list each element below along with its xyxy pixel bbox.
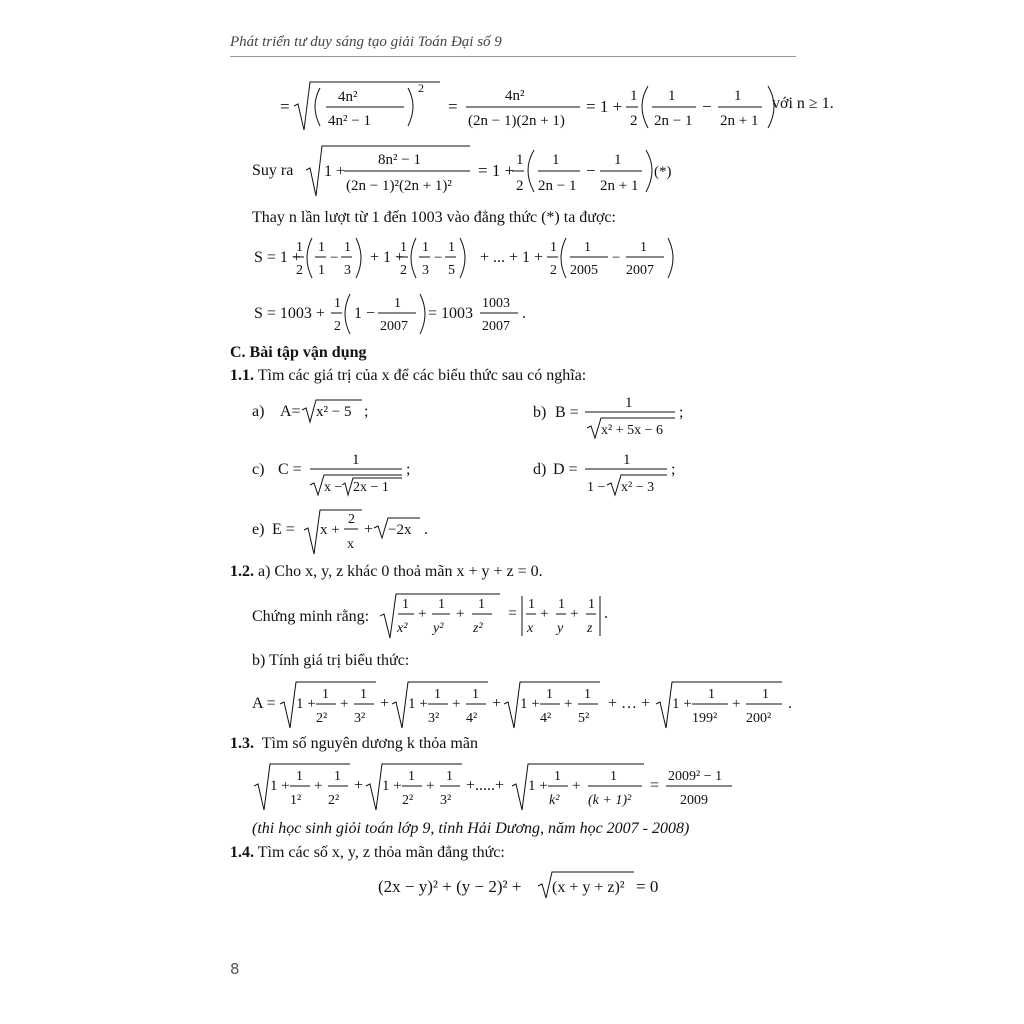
svg-text:.: .: [788, 695, 792, 712]
svg-text:1: 1: [334, 296, 341, 311]
svg-text:2: 2: [630, 113, 638, 129]
svg-text:E =: E =: [272, 521, 295, 538]
svg-text:+: +: [380, 695, 390, 712]
ex-1-3-source: (thi học sinh giỏi toán lớp 9, tỉnh Hải Dương, năm học 2007 - 2008): [252, 820, 690, 837]
ex-1-1-d: [533, 449, 693, 499]
ex-1-1-b: [533, 392, 693, 442]
svg-text:+ … +: + … +: [608, 695, 651, 712]
svg-text:3²: 3²: [428, 711, 440, 726]
svg-text:d): d): [533, 461, 547, 478]
svg-text:2: 2: [334, 319, 341, 334]
header-rule: [230, 56, 796, 57]
svg-text:B =: B =: [555, 404, 579, 421]
svg-text:2²: 2²: [316, 711, 328, 726]
svg-text:199²: 199²: [692, 711, 718, 726]
svg-text:2x − 1: 2x − 1: [353, 480, 389, 495]
svg-text:1: 1: [554, 769, 561, 784]
svg-text:1 +: 1 +: [528, 778, 548, 794]
page-number: 8: [230, 960, 240, 978]
svg-text:1: 1: [516, 152, 524, 168]
svg-text:1: 1: [434, 687, 441, 702]
svg-text:=: =: [280, 97, 290, 116]
svg-text:(k + 1)²: (k + 1)²: [588, 793, 632, 808]
svg-text:2: 2: [418, 81, 424, 95]
svg-text:1: 1: [322, 687, 329, 702]
svg-text:1: 1: [296, 769, 303, 784]
svg-text:2007: 2007: [626, 263, 654, 278]
svg-text:(2x − y)² + (y − 2)² +: (2x − y)² + (y − 2)² +: [378, 877, 522, 896]
svg-text:2: 2: [550, 263, 557, 278]
svg-text:a): a): [252, 403, 265, 420]
svg-text:1 −: 1 −: [354, 305, 376, 322]
svg-text:1: 1: [552, 152, 560, 168]
ex-1-2-identity: [380, 590, 620, 642]
svg-text:1 +: 1 +: [296, 696, 316, 712]
svg-text:1: 1: [640, 240, 647, 255]
svg-text:+: +: [572, 778, 581, 794]
svg-text:+: +: [354, 777, 364, 794]
svg-text:;: ;: [406, 461, 411, 478]
svg-text:1003: 1003: [482, 296, 510, 311]
svg-text:1: 1: [558, 597, 565, 612]
svg-text:1: 1: [360, 687, 367, 702]
svg-text:1: 1: [318, 240, 325, 255]
equation-2: [306, 140, 686, 202]
svg-text:y: y: [557, 621, 564, 636]
sum-term-last: [656, 682, 782, 728]
svg-text:2005: 2005: [570, 263, 598, 278]
prove-text: Chứng minh rằng:: [252, 608, 370, 625]
svg-text:1 −: 1 −: [587, 480, 606, 495]
ex-label: 1.3.: [230, 735, 254, 752]
svg-text:+.....+: +.....+: [466, 777, 505, 794]
svg-text:x² − 5: x² − 5: [316, 404, 352, 420]
svg-text:1: 1: [344, 240, 351, 255]
svg-text:S = 1 +: S = 1 +: [254, 249, 301, 266]
svg-text:2²: 2²: [402, 793, 414, 808]
svg-text:2n + 1: 2n + 1: [720, 113, 759, 129]
svg-text:2n − 1: 2n − 1: [654, 113, 693, 129]
section-c-heading: C. Bài tập vận dụng: [230, 344, 367, 361]
svg-text:2: 2: [348, 512, 355, 527]
svg-text:2007: 2007: [482, 319, 510, 334]
svg-text:1: 1: [352, 452, 360, 468]
svg-text:=: =: [650, 777, 660, 794]
svg-text:1 +: 1 +: [672, 696, 692, 712]
term-2: [366, 764, 462, 810]
svg-text:−: −: [330, 250, 339, 266]
svg-text:S = 1003 +: S = 1003 +: [254, 305, 325, 322]
svg-text:(2n − 1)(2n + 1): (2n − 1)(2n + 1): [468, 113, 565, 129]
svg-text:4²: 4²: [466, 711, 478, 726]
svg-text:e): e): [252, 521, 265, 538]
svg-text:z²: z²: [473, 621, 483, 636]
svg-text:;: ;: [679, 404, 684, 421]
svg-text:2²: 2²: [328, 793, 340, 808]
svg-text:1 +: 1 +: [324, 163, 346, 180]
ex-1-4: [230, 844, 505, 862]
svg-text:C =: C =: [278, 461, 302, 478]
svg-text:= 1003: = 1003: [428, 305, 474, 322]
svg-text:−: −: [612, 250, 621, 266]
svg-text:2n + 1: 2n + 1: [600, 178, 639, 194]
svg-text:1: 1: [402, 597, 409, 612]
svg-text:1: 1: [546, 687, 553, 702]
svg-text:= 0: = 0: [636, 877, 659, 896]
svg-text:1: 1: [584, 240, 591, 255]
ex-1-1-a: [252, 396, 382, 426]
svg-text:A=: A=: [280, 403, 301, 420]
equation-1: [280, 76, 780, 138]
eq2-prefix: Suy ra: [252, 162, 294, 179]
svg-text:(x + y + z)²: (x + y + z)²: [552, 879, 625, 896]
svg-text:1 +: 1 +: [520, 696, 540, 712]
ex-text: Tìm các giá trị của x để các biểu thức sau có nghĩa:: [257, 367, 587, 384]
svg-text:1: 1: [623, 452, 631, 468]
svg-text:=: =: [508, 605, 518, 622]
ex-1-2-b-sum: [252, 676, 802, 732]
svg-text:x: x: [527, 621, 534, 636]
svg-text:1: 1: [630, 88, 638, 104]
svg-text:+: +: [564, 696, 573, 712]
svg-text:1: 1: [762, 687, 769, 702]
svg-text:A =: A =: [252, 695, 276, 712]
svg-text:5: 5: [448, 263, 455, 278]
svg-text:.: .: [522, 305, 526, 322]
svg-text:x: x: [347, 537, 354, 552]
svg-text:1: 1: [668, 88, 676, 104]
svg-text:+: +: [452, 696, 461, 712]
svg-text:1²: 1²: [290, 793, 302, 808]
svg-text:+: +: [570, 606, 579, 622]
svg-text:1: 1: [584, 687, 591, 702]
svg-text:1 +: 1 +: [382, 778, 402, 794]
svg-text:1: 1: [408, 769, 415, 784]
svg-text:(2n − 1)²(2n + 1)²: (2n − 1)²(2n + 1)²: [346, 178, 452, 194]
svg-text:1: 1: [400, 240, 407, 255]
svg-text:2: 2: [516, 178, 524, 194]
svg-text:y²: y²: [433, 621, 444, 636]
svg-text:z: z: [587, 621, 593, 636]
svg-text:+ ... + 1 +: + ... + 1 +: [480, 249, 544, 266]
svg-text:x²: x²: [397, 621, 408, 636]
svg-text:3²: 3²: [354, 711, 366, 726]
sum-term-3: [504, 682, 600, 728]
svg-text:1: 1: [478, 597, 485, 612]
svg-text:4n² − 1: 4n² − 1: [328, 113, 371, 129]
svg-text:−: −: [586, 161, 596, 180]
svg-text:4n²: 4n²: [505, 88, 525, 104]
ex-label: 1.4.: [230, 844, 254, 861]
ex-1-1-e: [252, 506, 452, 558]
term-k: [512, 764, 644, 810]
svg-text:4n²: 4n²: [338, 89, 358, 105]
sum-term-1: [280, 682, 376, 728]
ex-1-4-equation: [378, 868, 678, 904]
svg-text:2009² − 1: 2009² − 1: [668, 769, 723, 784]
svg-text:−: −: [702, 97, 712, 116]
sum-term-2: [392, 682, 488, 728]
ex-1-2-b-text: b) Tính giá trị biểu thức:: [252, 652, 410, 669]
svg-text:1: 1: [448, 240, 455, 255]
svg-text:8n² − 1: 8n² − 1: [378, 152, 421, 168]
svg-text:x −: x −: [324, 480, 343, 495]
ex-1-2: [230, 563, 543, 581]
svg-text:+: +: [426, 778, 435, 794]
ex-text: Tìm số nguyên dương k thỏa mãn: [261, 735, 478, 752]
svg-text:2n − 1: 2n − 1: [538, 178, 577, 194]
equation-4: [254, 290, 554, 340]
svg-text:1: 1: [422, 240, 429, 255]
svg-text:.: .: [424, 521, 428, 538]
svg-text:1: 1: [334, 769, 341, 784]
running-header: Phát triển tư duy sáng tạo giải Toán Đại số 9: [230, 34, 502, 50]
svg-text:1: 1: [318, 263, 325, 278]
equation-3: [254, 232, 684, 288]
svg-text:1 +: 1 +: [408, 696, 428, 712]
svg-text:4²: 4²: [540, 711, 552, 726]
svg-text:2007: 2007: [380, 319, 408, 334]
svg-text:1: 1: [446, 769, 453, 784]
svg-text:D =: D =: [553, 461, 578, 478]
svg-text:1: 1: [610, 769, 617, 784]
svg-text:1: 1: [614, 152, 622, 168]
svg-text:+: +: [364, 521, 374, 538]
svg-text:=: =: [448, 97, 458, 116]
svg-text:;: ;: [671, 461, 676, 478]
svg-text:2: 2: [400, 263, 407, 278]
ex-1-1-c: [252, 449, 422, 499]
svg-text:2: 2: [296, 263, 303, 278]
svg-text:+: +: [418, 606, 427, 622]
svg-text:x² + 5x − 6: x² + 5x − 6: [601, 423, 663, 438]
svg-text:c): c): [252, 461, 265, 478]
svg-text:2009: 2009: [680, 793, 708, 808]
svg-text:−: −: [434, 250, 443, 266]
svg-text:+: +: [456, 606, 465, 622]
svg-text:+: +: [314, 778, 323, 794]
text-substitute: Thay n lần lượt từ 1 đến 1003 vào đẳng thức (*) ta được:: [252, 209, 616, 226]
ex-text: a) Cho x, y, z khác 0 thoả mãn x + y + z = 0.: [258, 563, 543, 580]
svg-text:= 1 +: = 1 +: [478, 161, 515, 180]
svg-text:1: 1: [625, 395, 633, 411]
svg-text:5²: 5²: [578, 711, 590, 726]
svg-text:1: 1: [588, 597, 595, 612]
svg-text:k²: k²: [549, 793, 560, 808]
svg-text:3: 3: [344, 263, 351, 278]
svg-text:1: 1: [708, 687, 715, 702]
svg-text:x +: x +: [320, 522, 340, 538]
term-1: [254, 764, 350, 810]
ex-1-1: [230, 367, 586, 385]
svg-text:1 +: 1 +: [270, 778, 290, 794]
svg-text:+: +: [732, 696, 741, 712]
svg-text:= 1 +: = 1 +: [586, 97, 623, 116]
svg-text:−2x: −2x: [388, 522, 412, 538]
svg-text:1: 1: [394, 296, 401, 311]
svg-text:(*): (*): [654, 164, 672, 180]
svg-text:1: 1: [528, 597, 535, 612]
svg-text:3²: 3²: [440, 793, 452, 808]
eq1-condition: với n ≥ 1.: [772, 95, 834, 112]
svg-text:.: .: [604, 605, 608, 622]
svg-text:1: 1: [472, 687, 479, 702]
ex-1-3: [230, 735, 478, 753]
svg-text:1: 1: [438, 597, 445, 612]
svg-text:;: ;: [364, 403, 369, 420]
svg-text:3: 3: [422, 263, 429, 278]
ex-1-3-equation: [254, 758, 744, 814]
ex-label: 1.1.: [230, 367, 254, 384]
ex-label: 1.2.: [230, 563, 254, 580]
svg-text:x² − 3: x² − 3: [621, 480, 655, 495]
svg-text:1: 1: [550, 240, 557, 255]
svg-text:+: +: [492, 695, 502, 712]
svg-text:+ 1 +: + 1 +: [370, 249, 405, 266]
svg-text:1: 1: [296, 240, 303, 255]
svg-text:+: +: [540, 606, 549, 622]
svg-text:1: 1: [734, 88, 742, 104]
svg-text:200²: 200²: [746, 711, 772, 726]
ex-text: Tìm các số x, y, z thỏa mãn đẳng thức:: [257, 844, 505, 861]
svg-text:+: +: [340, 696, 349, 712]
svg-text:b): b): [533, 404, 547, 421]
